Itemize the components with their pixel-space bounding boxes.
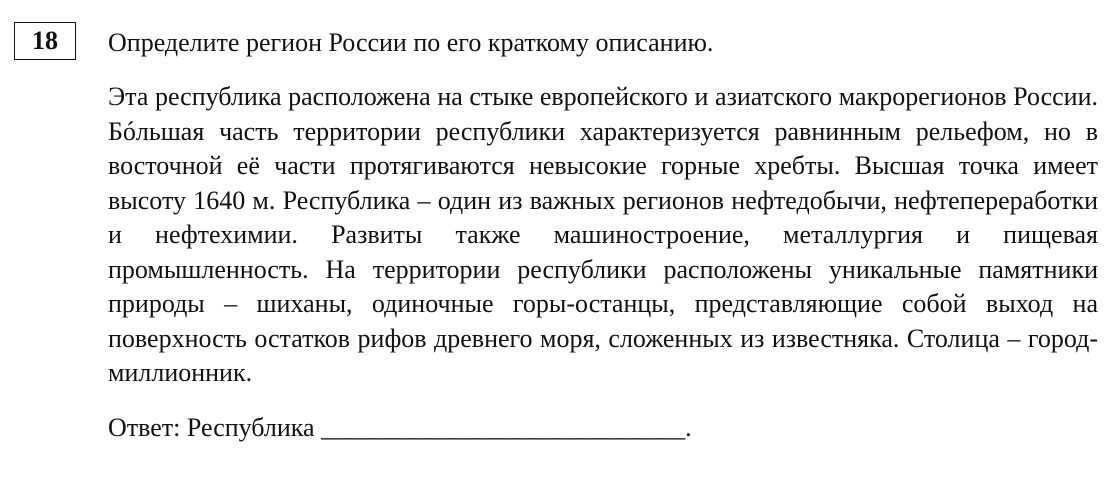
region-description: Эта республика расположена на стыке европейского и азиатского макрорегионов России. Бóльшая часть территории республики характеризуется равнинным рельефом, но в восточной её части протягиваются невысокие горные хребты. Высшая точка имеет высоту 1640 м. Республика – один из важных регионов нефтедобычи, нефтепереработки и нефтехимии. Развиты также машиностроение, металлургия и пищевая промышленность. На территории республики расположены уникальные памятники природы – шиханы, одиночные горы-останцы, представляющие собой выход на поверхность остатков рифов древнего моря, сложенных из известняка. Столица – город-миллионник. bbox=[108, 82, 1098, 387]
task-prompt: Определите регион России по его краткому описанию. bbox=[108, 28, 714, 57]
task-number-box bbox=[14, 22, 76, 60]
answer-period: . bbox=[685, 412, 692, 442]
task-number: 18 bbox=[32, 26, 58, 55]
answer-label: Ответ: Республика bbox=[108, 412, 315, 442]
answer-blank[interactable]: ____________________________ bbox=[321, 412, 686, 442]
answer-line bbox=[108, 411, 1098, 445]
task-content bbox=[108, 26, 1098, 445]
